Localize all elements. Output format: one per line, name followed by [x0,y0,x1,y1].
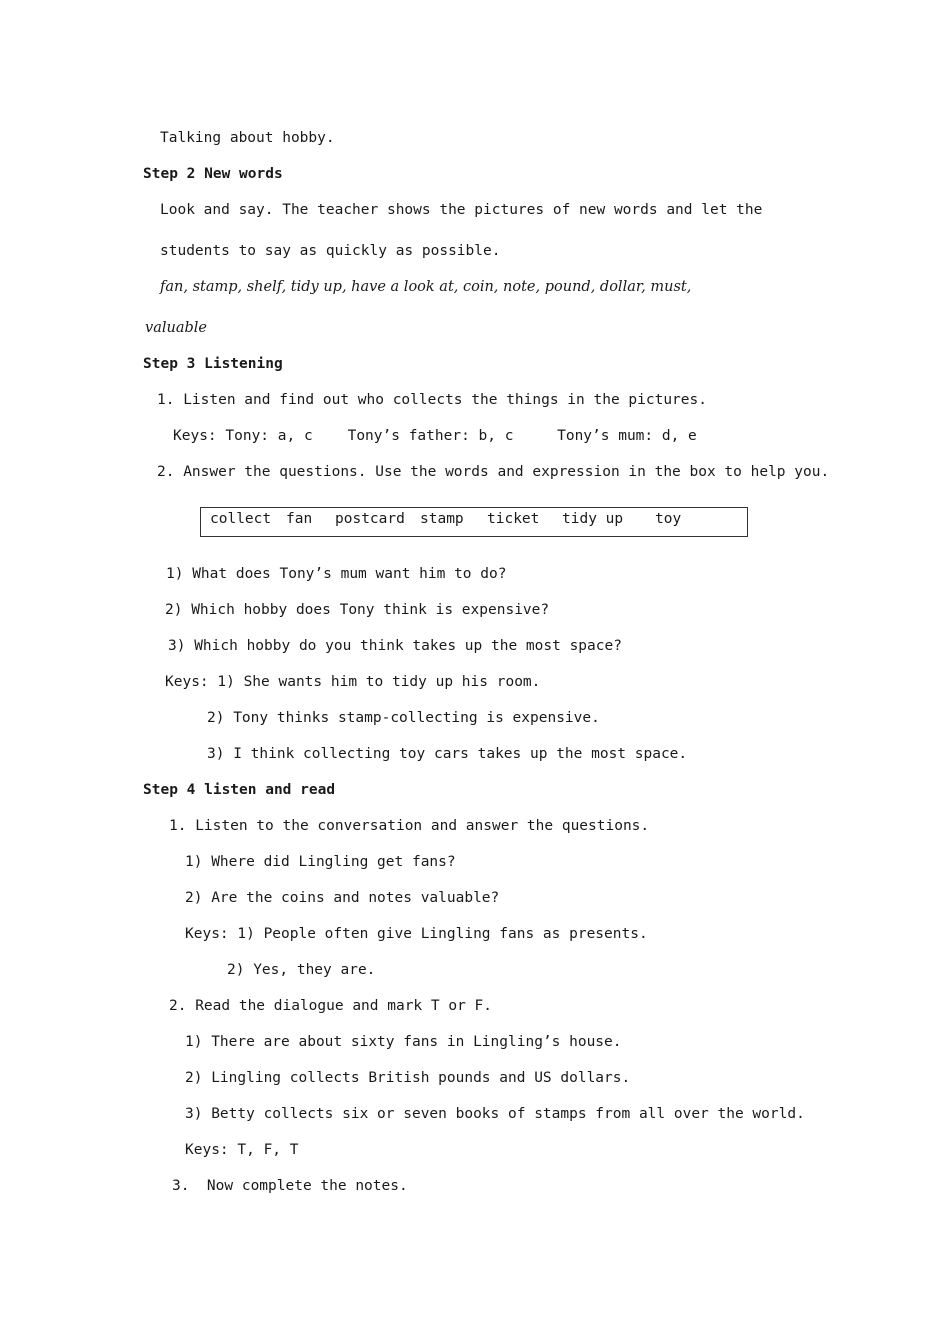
new-words-line2: valuable [145,320,207,336]
step4-key2: 2) Yes, they are. [227,962,376,978]
step4-key1: Keys: 1) People often give Lingling fans as presents. [185,926,648,942]
step2-instruction-line2: students to say as quickly as possible. [160,243,501,259]
step4-item3: 3. Now complete the notes. [172,1178,408,1194]
box-word-toy: toy [655,511,682,527]
step3-item1: 1. Listen and find out who collects the things in the pictures. [157,392,707,408]
box-word-postcard: postcard [335,511,405,527]
step4-keys: Keys: T, F, T [185,1142,299,1158]
step4-item1: 1. Listen to the conversation and answer the questions. [169,818,650,834]
step3-question2: 2) Which hobby does Tony think is expensive? [165,602,550,618]
step3-heading: Step 3 Listening [143,356,283,372]
new-words-line1: fan, stamp, shelf, tidy up, have a look at, coin, note, pound, dollar, must, [160,279,692,295]
step3-item2: 2. Answer the questions. Use the words and expression in the box to help you. [157,464,830,480]
step4-statement1: 1) There are about sixty fans in Lingling’s house. [185,1034,622,1050]
step3-question1: 1) What does Tony’s mum want him to do? [166,566,507,582]
intro-text: Talking about hobby. [160,130,335,146]
box-word-collect: collect [210,511,272,527]
step2-heading: Step 2 New words [143,166,283,182]
step4-statement2: 2) Lingling collects British pounds and US dollars. [185,1070,631,1086]
box-word-stamp: stamp [420,511,464,527]
step3-keys1: Keys: Tony: a, c Tony’s father: b, c Tony’s mum: d, e [173,428,697,444]
step4-heading: Step 4 listen and read [143,782,336,798]
step4-statement3: 3) Betty collects six or seven books of stamps from all over the world. [185,1106,805,1122]
box-word-ticket: ticket [487,511,540,527]
step4-question2: 2) Are the coins and notes valuable? [185,890,500,906]
box-word-tidy-up: tidy up [562,511,624,527]
box-word-fan: fan [286,511,313,527]
step4-item2: 2. Read the dialogue and mark T or F. [169,998,493,1014]
step2-instruction-line1: Look and say. The teacher shows the pictures of new words and let the [160,202,763,218]
step3-key2: 2) Tony thinks stamp-collecting is expensive. [207,710,600,726]
step4-question1: 1) Where did Lingling get fans? [185,854,456,870]
step3-key1: Keys: 1) She wants him to tidy up his room. [165,674,541,690]
step3-key3: 3) I think collecting toy cars takes up the most space. [207,746,688,762]
word-box [200,507,748,537]
step3-question3: 3) Which hobby do you think takes up the most space? [168,638,622,654]
